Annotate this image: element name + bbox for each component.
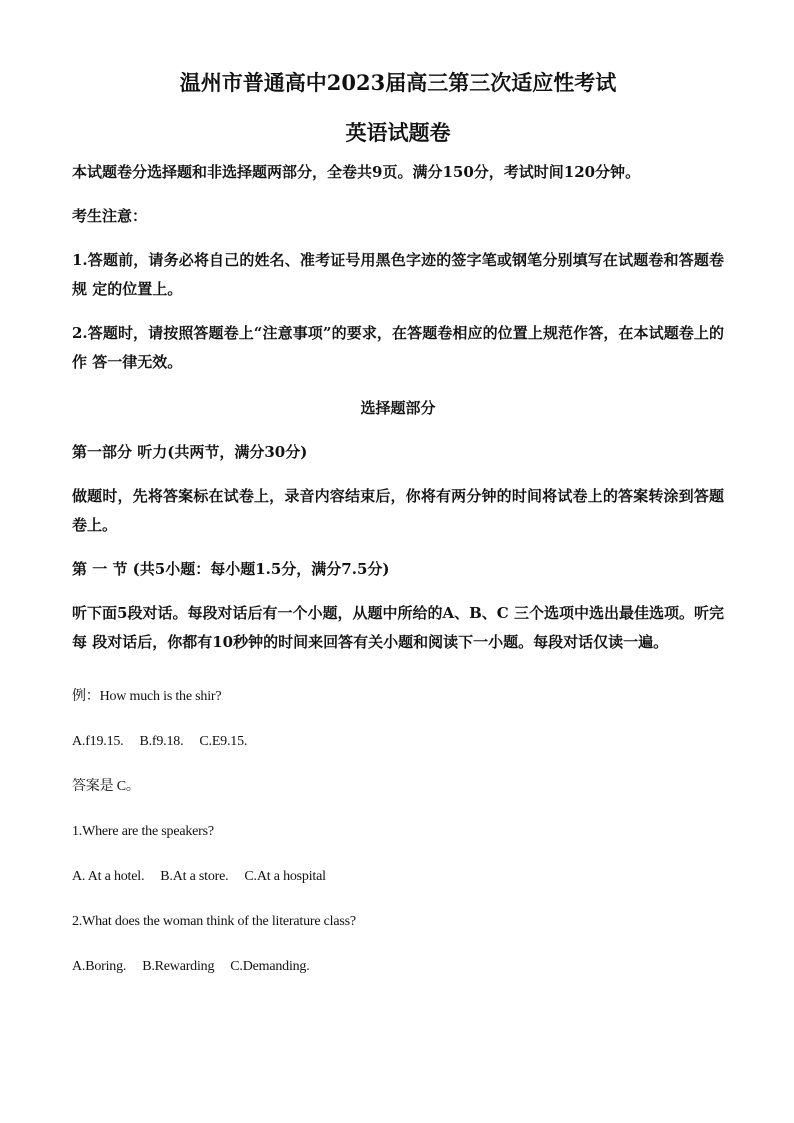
question-2-options	[72, 957, 724, 977]
question-2-option-c: C.Demanding.	[230, 959, 310, 974]
question-1: 1.Where are the speakers?	[72, 824, 214, 839]
exam-subtitle: 英语试题卷	[345, 120, 451, 145]
example-options	[72, 732, 724, 752]
exam-info: 本试题卷分选择题和非选择题两部分，全卷共9页。满分150分，考试时间120分钟。	[72, 163, 641, 181]
exam-page	[72, 66, 724, 977]
notice-item-1: 1.答题前，请务必将自己的姓名、准考证号用黑色字迹的签字笔或钢笔分别填写在试题卷和答题卷规 定的位置上。	[72, 251, 724, 298]
section1-heading: 第 一 节 (共5小题：每小题1.5分，满分7.5分)	[72, 560, 390, 578]
example-option-c: C.E9.15.	[199, 734, 248, 749]
question-1-option-a: A. At a hotel.	[72, 869, 145, 884]
part1-heading: 第一部分 听力(共两节，满分30分)	[72, 443, 308, 461]
question-2: 2.What does the woman think of the literature class?	[72, 914, 356, 929]
notice-item-2: 2.答题时，请按照答题卷上“注意事项”的要求，在答题卷相应的位置上规范作答，在本试题卷上的作 答一律无效。	[72, 324, 724, 371]
section1-instructions: 听下面5段对话。每段对话后有一个小题，从题中所给的A、B、C 三个选项中选出最佳选项。听完每 段对话后，你都有10秒钟的时间来回答有关小题和阅读下一小题。每段对话仅读一遍。	[72, 604, 724, 651]
example-option-a: A.f19.15.	[72, 734, 124, 749]
question-1-option-b: B.At a store.	[160, 869, 229, 884]
example-option-b: B.f9.18.	[139, 734, 184, 749]
example-question: 例：How much is the shir?	[72, 689, 222, 704]
exam-title: 温州市普通高中2023届高三第三次适应性考试	[179, 70, 617, 95]
question-2-option-b: B.Rewarding	[142, 959, 215, 974]
example-answer: 答案是 C。	[72, 779, 140, 794]
question-1-options	[72, 867, 724, 887]
part1-instructions: 做题时，先将答案标在试卷上，录音内容结束后，你将有两分钟的时间将试卷上的答案转涂到答题 卷上。	[72, 487, 724, 534]
question-2-option-a: A.Boring.	[72, 959, 127, 974]
question-1-option-c: C.At a hospital	[244, 869, 326, 884]
section-heading: 选择题部分	[360, 399, 436, 417]
notice-heading: 考生注意：	[72, 207, 148, 225]
